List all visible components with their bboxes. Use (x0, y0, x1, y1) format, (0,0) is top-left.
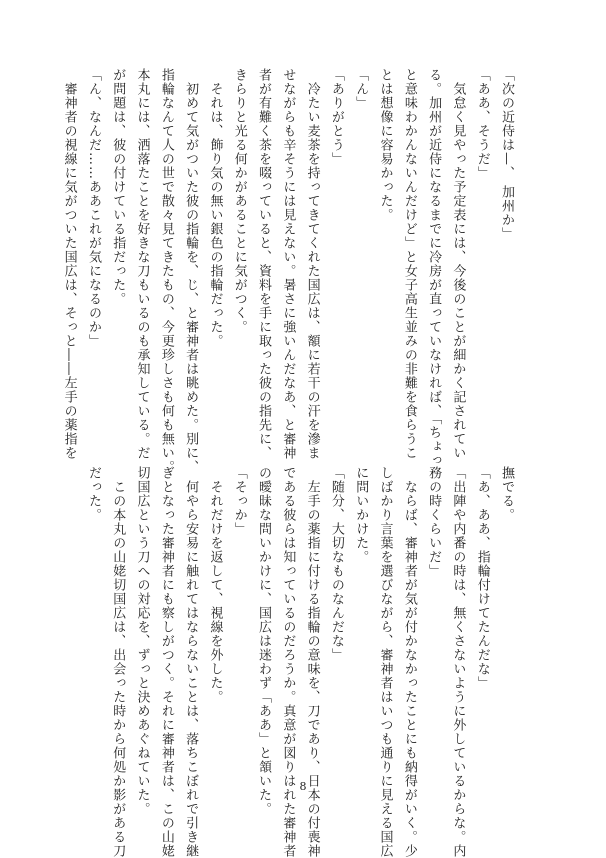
text-line: 「あ、ああ、指輪付けてたんだな」 (474, 466, 490, 690)
text-line: 撫でる。 (499, 466, 514, 522)
text-line: しばかり言葉を選びながら、審神者はいつも通りに見える国広 (377, 466, 393, 858)
text-line: ならば、審神者が気が付かなかったことにも納得がいく。少 (401, 466, 417, 858)
text-line: だった。 (85, 466, 101, 522)
text-line: それは、飾り気の無い銀色の指輪だった。 (207, 68, 223, 348)
text-line: に問いかけた。 (353, 466, 369, 564)
text-line: 「そっか」 (231, 466, 247, 536)
text-line: る。加州が近侍になるまでに冷房が直っていなければ、「ちょっ (426, 68, 442, 468)
upper-text-block (61, 68, 518, 474)
text-line: きらりと光る何かがあることに気がつく。 (231, 68, 247, 334)
text-line: と意味わかんないんだけど」と女子高生並みの非難を食らうこ (401, 68, 417, 460)
text-line: 本丸には、洒落たことを好きな刀もいるのも承知している。だ (134, 68, 150, 460)
text-line: が問題は、彼の付けている指だった。 (110, 68, 126, 306)
text-line: 「随分、大切なものなんだな」 (328, 466, 344, 662)
text-line: 「ん、なんだ……ああこれが気になるのか」 (85, 68, 101, 348)
text-line: 気怠く見やった予定表には、今後のことが細かく記されてい (450, 68, 466, 460)
text-line: ぎとなった審神者にも察しがつく。それに審神者は、この山姥 (158, 466, 174, 858)
text-line: 「ん」 (353, 68, 369, 110)
text-line: の曖昧な問いかけに、国広は迷わず「ああ」と頷いた。 (256, 466, 272, 816)
text-line: 左手の薬指に付ける指輪の意味を、刀であり、日本の付喪神 (304, 466, 320, 858)
text-line: せながらも辛そうには見えない。暑さに強いんだなあ、と審神 (280, 68, 296, 460)
text-line: 者が有難く茶を啜っていると、資料を手に取った彼の指先に、 (256, 68, 272, 460)
text-line: 何やら安易に触れてはならないことは、落ちこぼれで引き継 (183, 466, 199, 858)
text-line: 切国広という刀への対応を、ずっと決めあぐねていた。 (134, 466, 150, 816)
text-line: とは想像に容易かった。 (377, 68, 393, 222)
text-line: 「ありがとう」 (328, 68, 344, 166)
page-number: 8 (299, 780, 307, 793)
text-line: 務の時くらいだ」 (426, 466, 442, 578)
text-line: 指輪なんて人の世で散々見てきたもの、今更珍しさも何も無い。 (158, 68, 174, 474)
lower-text-block (85, 466, 518, 858)
text-line: 「ああ、そうだ」 (474, 68, 490, 180)
text-line: 「出陣や内番の時は、無くさないように外しているからな。内 (450, 466, 466, 858)
text-line: 「次の近侍は—、 加州か」 (499, 68, 514, 242)
text-line: である彼らは知っているのだろうか。真意が図りはれた審神者 (280, 466, 296, 858)
text-line: 冷たい麦茶を持ってきてくれた国広は、額に若干の汗を滲ま (304, 68, 320, 460)
text-line: 初めて気がついた彼の指輪を、じ、と審神者は眺めた。別に、 (183, 68, 199, 474)
text-line: それだけを返して、視線を外した。 (207, 466, 223, 704)
text-line: この本丸の山姥切国広は、出会った時から何処か影がある刀 (110, 466, 126, 858)
text-line: 審神者の視線に気がついた国広は、そっと――左手の薬指を (61, 68, 77, 460)
